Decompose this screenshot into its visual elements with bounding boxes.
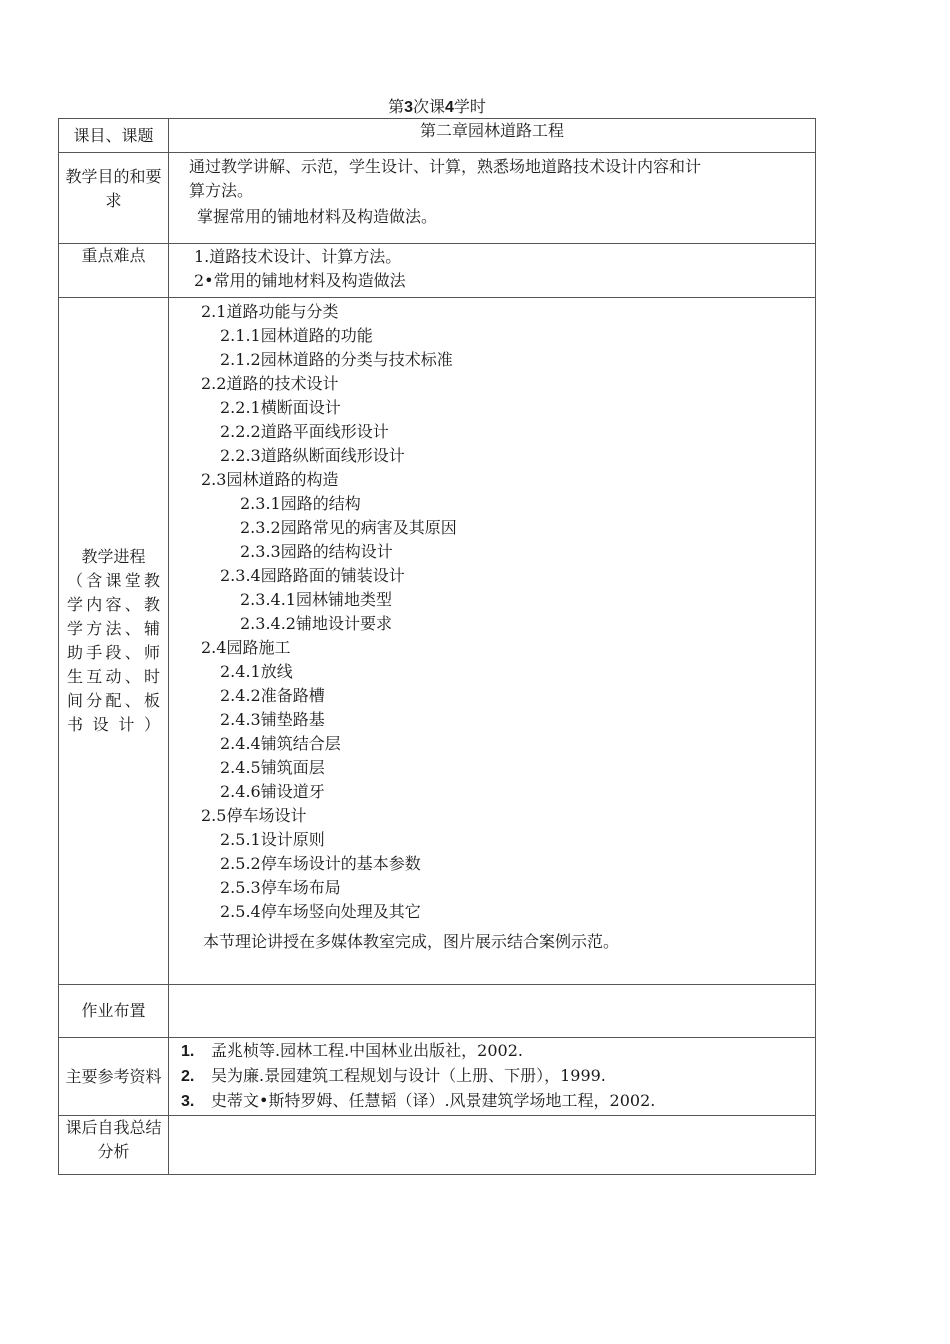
reference-text: 孟兆桢等.园林工程.中国林业出版社，2002. — [211, 1041, 523, 1060]
session-number: 3 — [404, 99, 413, 116]
key-point-item: 2•常用的铺地材料及构造做法 — [194, 271, 406, 290]
table-row-homework — [59, 985, 816, 1038]
outline-item: 2.2.1横断面设计 — [220, 398, 341, 417]
table-row-goal — [59, 153, 816, 244]
outline-item: 2.4.5铺筑面层 — [220, 758, 325, 777]
title-value: 第二章园林道路工程 — [169, 119, 816, 153]
process-label-detail: （含课堂教学内容、教学方法、辅助手段、师生互动、时间分配、板书设计） — [67, 571, 160, 734]
goal-line-3: 掌握常用的铺地材料及构造做法。 — [197, 207, 438, 226]
summary-value — [169, 1116, 816, 1175]
references-list — [169, 1038, 816, 1116]
reference-item — [181, 1039, 815, 1064]
reference-number: 2. — [181, 1068, 195, 1085]
outline-item: 2.4园路施工 — [201, 638, 291, 657]
outline-item: 2.1.2园林道路的分类与技术标准 — [220, 350, 453, 369]
reference-item — [181, 1089, 815, 1114]
heading-prefix: 第 — [388, 97, 405, 116]
outline-item: 2.5停车场设计 — [201, 806, 307, 825]
table-row-references — [59, 1038, 816, 1116]
lesson-plan-table — [58, 118, 816, 1175]
outline-item: 2.5.4停车场竖向处理及其它 — [220, 902, 421, 921]
outline-item: 2.5.2停车场设计的基本参数 — [220, 854, 421, 873]
outline-item: 2.2.3道路纵断面线形设计 — [220, 446, 405, 465]
key-point-item: 1.道路技术设计、计算方法。 — [194, 247, 402, 266]
goal-line-2: 算方法。 — [189, 181, 254, 200]
heading-suffix: 学时 — [453, 97, 486, 116]
outline-item: 2.3.3园路的结构设计 — [240, 542, 393, 561]
reference-item — [181, 1064, 815, 1089]
outline-item: 2.4.4铺筑结合层 — [220, 734, 341, 753]
outline-item: 2.3.4.2铺地设计要求 — [240, 614, 392, 633]
goal-content — [169, 153, 816, 244]
key-points-label: 重点难点 — [59, 244, 169, 298]
reference-text: 吴为廉.景园建筑工程规划与设计（上册、下册），1999. — [211, 1066, 606, 1085]
outline-item: 2.4.6铺设道牙 — [220, 782, 325, 801]
hours-number: 4 — [445, 99, 454, 116]
goal-line-1: 通过教学讲解、示范，学生设计、计算，熟悉场地道路技术设计内容和计 — [189, 157, 702, 176]
references-label: 主要参考资料 — [59, 1038, 169, 1116]
process-note: 本节理论讲授在多媒体教室完成，图片展示结合案例示范。 — [203, 932, 620, 951]
outline-item: 2.1.1园林道路的功能 — [220, 326, 373, 345]
outline-item: 2.3.4园路路面的铺装设计 — [220, 566, 405, 585]
outline-item: 2.5.3停车场布局 — [220, 878, 341, 897]
outline-item: 2.2.2道路平面线形设计 — [220, 422, 389, 441]
homework-label: 作业布置 — [59, 985, 169, 1038]
homework-value — [169, 985, 816, 1038]
reference-text: 史蒂文•斯特罗姆、任慧韬（译）.风景建筑学场地工程，2002. — [211, 1091, 656, 1110]
table-row-process — [59, 298, 816, 985]
outline-item: 2.2道路的技术设计 — [201, 374, 339, 393]
table-row-key-points — [59, 244, 816, 298]
summary-label: 课后自我总结分析 — [59, 1116, 169, 1175]
key-points-content — [169, 244, 816, 298]
outline-item: 2.3.4.1园林铺地类型 — [240, 590, 392, 609]
process-label — [59, 298, 169, 985]
title-label: 课目、课题 — [59, 119, 169, 153]
table-row-summary — [59, 1116, 816, 1175]
outline-item: 2.1道路功能与分类 — [201, 302, 339, 321]
page-heading — [58, 97, 816, 118]
process-outline — [169, 298, 816, 985]
outline-item: 2.4.3铺垫路基 — [220, 710, 325, 729]
reference-number: 3. — [181, 1093, 195, 1110]
outline-item: 2.3.1园路的结构 — [240, 494, 361, 513]
outline-item: 2.4.1放线 — [220, 662, 293, 681]
outline-item: 2.3.2园路常见的病害及其原因 — [240, 518, 457, 537]
outline-item: 2.3园林道路的构造 — [201, 470, 339, 489]
outline-item: 2.4.2准备路槽 — [220, 686, 325, 705]
process-label-title: 教学进程 — [81, 547, 146, 566]
reference-number: 1. — [181, 1043, 195, 1060]
heading-middle: 次课 — [412, 97, 445, 116]
goal-label: 教学目的和要求 — [59, 153, 169, 244]
outline-item: 2.5.1设计原则 — [220, 830, 325, 849]
table-row-title — [59, 119, 816, 153]
